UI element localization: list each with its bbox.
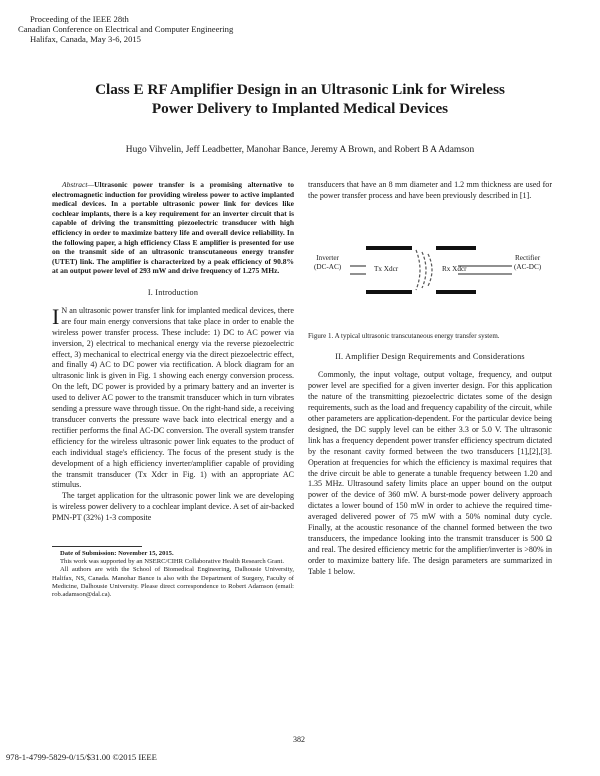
- paper-title: [40, 80, 560, 118]
- page-number: 382: [293, 735, 305, 744]
- figure-1: [308, 208, 552, 328]
- footnote-rule: [52, 546, 142, 547]
- right-paragraph-continued: transducers that have an 8 mm diameter and 1.2 mm thickness are used for the power transfer process and have been previously described in [1].: [308, 180, 552, 200]
- title-line: Power Delivery to Implanted Medical Devices: [151, 100, 449, 117]
- left-column: [52, 180, 294, 599]
- drop-cap: I: [52, 303, 60, 329]
- intro-paragraph-1-text: N an ultrasonic power transfer link for implanted medical devices, there are four main energy conversions that take place in order to enable the wireless power transfer process. These include: 1) DC to AC power via inversion, 2) electrical to mechanical energy via the reverse piezoelectric effect, 3) mechanical to electrical energy via the direct piezoelectric effect, and finally 4) AC to DC power via rectification. A block diagram for an ultrasonic link is given in Fig. 1 showing each energy conversion process. On the left, DC power is provided by a primary battery and an inverter is used to deliver AC power to the transmit transducer which in turn vibrates sending a pressure wave through tissue. On the right-hand side, a receiving transducer converts the pressure wave back into electrical energy and a rectifier performs the final AC-DC conversion. The overall system transfer efficiency for the wireless ultrasonic power link equates to the product of each individual stage's efficiency. The focus of the present study is the development of a high efficiency inverter/amplifier capable of providing the transmit transducer (Tx Xdcr in Fig. 1) with an appropriate AC stimulus.: [52, 305, 294, 490]
- rx-plate-bottom: [436, 290, 476, 294]
- abstract-lead: Abstract—: [62, 180, 95, 189]
- rectifier-label-line: Rectifier: [515, 253, 541, 262]
- title-line: Class E RF Amplifier Design in an Ultrasonic Link for Wireless: [95, 81, 505, 98]
- wave-arc: [416, 250, 420, 290]
- figure-1-caption: Figure 1. A typical ultrasonic transcutaneous energy transfer system.: [308, 331, 500, 340]
- proceedings-header: [18, 14, 318, 44]
- rx-plate-top: [436, 246, 476, 250]
- inverter-label: [314, 254, 341, 272]
- footnote-funding: This work was supported by an NSERC/CIHR Collaborative Health Research Grant.: [60, 558, 284, 566]
- tx-plate-bottom: [366, 290, 412, 294]
- proceedings-line: Halifax, Canada, May 3-6, 2015: [30, 34, 141, 44]
- footnote-affiliation: All authors are with the School of Biomedical Engineering, Dalhousie University, Halifax, NS, Canada. Manohar Bance is also with the Department of Surgery, Faculty of Medicine, Dalhousie University. Please direct correspondence to Robert Adamson (email: rob.adamson@dal.ca).: [52, 566, 294, 599]
- section-2-paragraph: Commonly, the input voltage, output voltage, frequency, and output power level are specified for a given inverter design. For this application the nature of the transmitting piezoelectric dictates some of the design requirements, such as the load and frequency capability of the circuit, while other parameters are application-dependent. For the particular device being designed, the DC supply level can be either 3.3 or 5.0 V. The ultrasonic link has a frequency dependent power transfer efficiency spectrum dictated by the resonant cavity formed between the two transducers [1],[2],[3]. Operation at frequencies for which the efficiency is maximal requires that the drive circuit be able to generate a tunable frequency between 1.20 and 1.35 MHz. Ultrasound safety limits place an upper bound on the output power of the device of 360 mW. A burst-mode power delivery approach dictates a lower bound of 150 mW in order to achieve the required time-averaged delivered power of 75 mW with a 50% nominal duty cycle. Finally, at the acoustic resonance of the channel formed between the two transducers, the impedance looking into the transmit transducer is 500 Ω and real. The desired efficiency metric for the amplifier/inverter is >80% in order to maximize battery life. The design parameters are summarized in Table 1 below.: [308, 370, 552, 576]
- right-column: [308, 180, 552, 578]
- wave-arc: [428, 254, 432, 286]
- section-heading-introduction: I. Introduction: [147, 287, 199, 297]
- rx-xdcr-label: Rx Xdcr: [442, 264, 467, 273]
- footnote-submission: [52, 550, 294, 558]
- proceedings-line: Proceeding of the IEEE 28th: [30, 14, 129, 24]
- inverter-label-line: (DC-AC): [314, 262, 342, 271]
- submission-date: Date of Submission: November 15, 2015.: [60, 550, 174, 558]
- intro-paragraph-1: [52, 303, 294, 491]
- tx-xdcr-label: Tx Xdcr: [374, 264, 399, 273]
- wave-arc: [422, 252, 426, 288]
- isbn-copyright: 978-1-4799-5829-0/15/$31.00 ©2015 IEEE: [6, 752, 157, 762]
- abstract-body: Ultrasonic power transfer is a promising alternative to electromagnetic induction for providing wireless power to active implanted medical devices. In a portable ultrasonic power link for devices like cochlear implants, there is a key requirement for an inverter circuit that is capable of driving the transmitting piezoelectric transducer with high efficiency in order to maximize battery life and overall device reliability. In the following paper, a high efficiency Class E amplifier is presented for use on the transmit side of an ultrasonic transcutaneous energy transfer (UTET) link. The amplifier is characterized by a peak efficiency of 90.8% at an output power level of 293 mW and drive frequency of 1.275 MHz.: [52, 180, 294, 276]
- author-list: Hugo Vihvelin, Jeff Leadbetter, Manohar Bance, Jeremy A Brown, and Robert B A Adamson: [125, 145, 475, 155]
- section-heading-amplifier-design: II. Amplifier Design Requirements and Considerations: [335, 352, 525, 362]
- proceedings-line: Canadian Conference on Electrical and Computer Engineering: [18, 24, 234, 34]
- intro-paragraph-2: The target application for the ultrasonic power link we are developing is wireless power delivery to a cochlear implant device. A set of air-backed PMN-PT (32%) 1-3 composite: [52, 491, 294, 523]
- abstract: [52, 180, 294, 276]
- rectifier-label: [514, 254, 541, 272]
- inverter-label-line: Inverter: [316, 253, 339, 262]
- rectifier-label-line: (AC-DC): [514, 262, 542, 271]
- tx-plate-top: [366, 246, 412, 250]
